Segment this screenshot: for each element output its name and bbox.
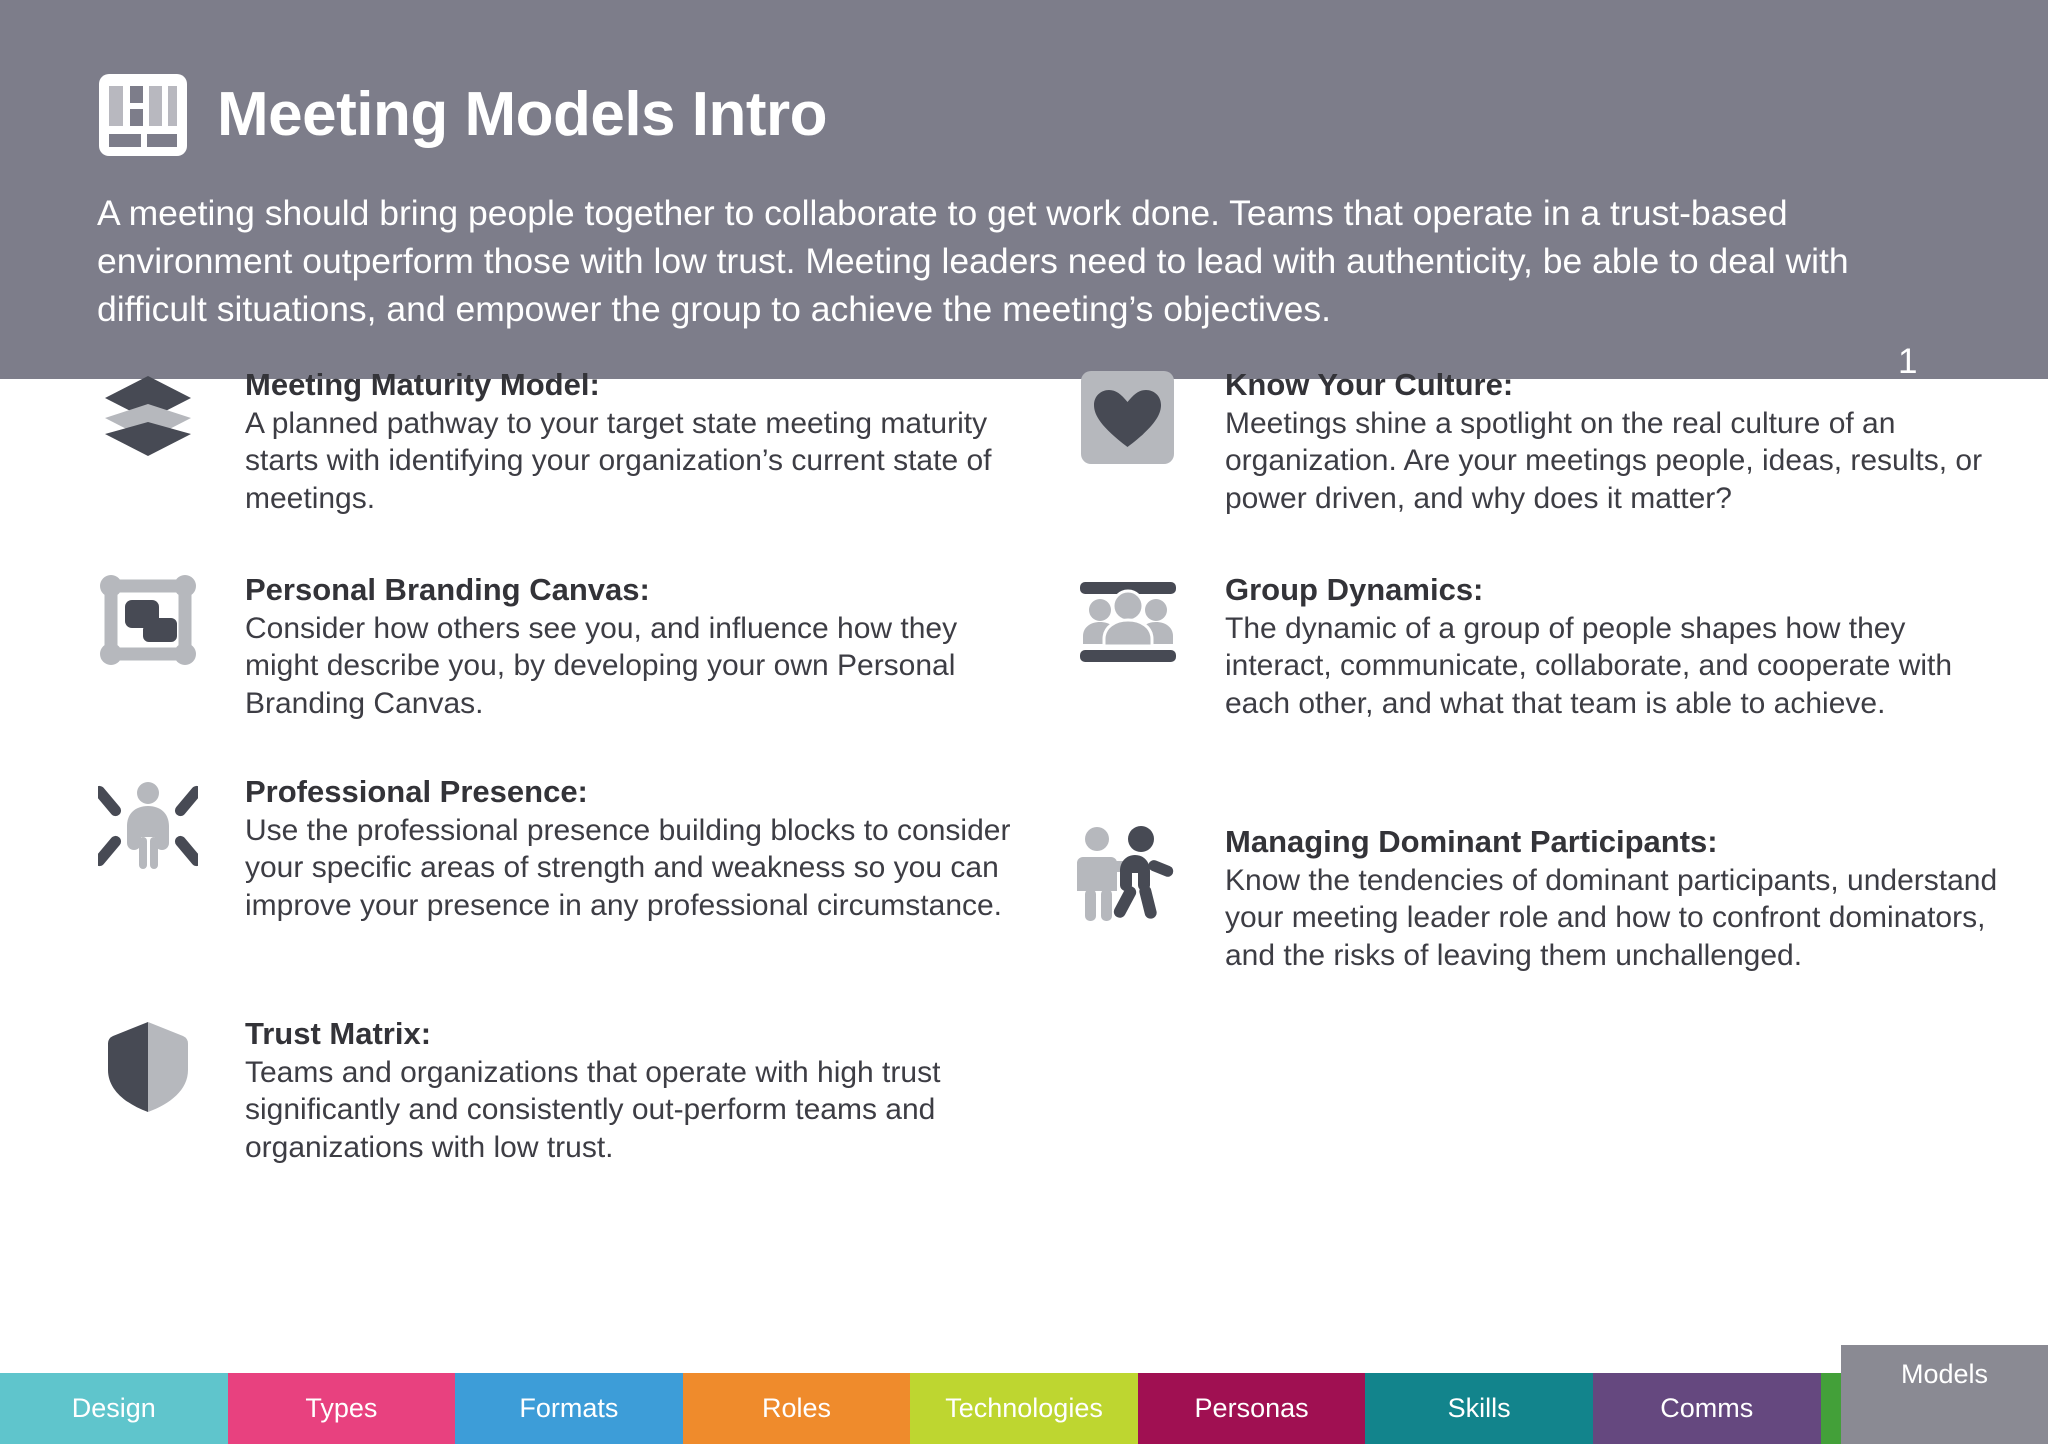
left-column xyxy=(95,367,1035,1202)
nav-tab-label: Comms xyxy=(1660,1393,1754,1423)
list-item-body: Meetings shine a spotlight on the real culture of an organization. Are your meetings people, ideas, results, or power driven, and why does it matter? xyxy=(1225,407,1983,515)
list-item xyxy=(95,365,1035,553)
list-item xyxy=(1075,365,2005,553)
header-description: A meeting should bring people together to collaborate to get work done. Teams that operate in a trust-based environment outperform those with low trust. Meeting leaders need to lead with authenticity, be able to deal with difficult situations, and empower the group to achieve the meeting’s objectives. xyxy=(97,193,1849,329)
person-radiating-icon xyxy=(95,772,200,877)
header-title-row xyxy=(97,72,827,158)
nav-tab-label: Personas xyxy=(1194,1393,1309,1423)
list-item-body: Use the professional presence building blocks to consider your specific areas of strength and weakness so you can improve your presence in any professional circumstance. xyxy=(245,814,1011,922)
shield-icon xyxy=(95,1014,200,1119)
list-item xyxy=(1075,570,2005,800)
list-item-title: Trust Matrix: xyxy=(245,1016,432,1051)
list-item-body: Teams and organizations that operate with high trust significantly and consistently out-perform teams and organizations with low trust. xyxy=(245,1056,941,1164)
list-item-body: The dynamic of a group of people shapes how they interact, communicate, collaborate, and cooperate with each other, and what that team is able to achieve. xyxy=(1225,612,1953,720)
page-number: 1 xyxy=(1898,342,1918,381)
heart-card-icon xyxy=(1075,365,1180,470)
nav-tab-roles[interactable] xyxy=(683,1373,911,1444)
list-item-body: A planned pathway to your target state meeting maturity starts with identifying your organization’s current state of meetings. xyxy=(245,407,992,515)
list-item-title: Managing Dominant Participants: xyxy=(1225,824,1718,859)
two-walking-people-icon xyxy=(1075,822,1180,927)
list-item-title: Professional Presence: xyxy=(245,774,588,809)
list-item-body: Know the tendencies of dominant participants, understand your meeting leader role and how to confront dominators, and the risks of leaving them unchallenged. xyxy=(1225,864,1998,972)
nav-tab-label: Models xyxy=(1900,1359,1989,1389)
footer-nav xyxy=(0,1359,2048,1444)
list-item-title: Meeting Maturity Model: xyxy=(245,367,600,402)
nav-tab-technologies[interactable] xyxy=(910,1373,1138,1444)
layers-icon xyxy=(95,365,200,470)
list-item-text xyxy=(1225,570,2005,800)
list-item xyxy=(95,570,1035,758)
nav-tab-label: Design xyxy=(71,1393,156,1423)
slide-header xyxy=(0,0,2048,379)
nav-tab-label: Formats xyxy=(519,1393,619,1423)
nav-tab-label: Skills xyxy=(1447,1393,1511,1423)
nav-tab-types[interactable] xyxy=(228,1373,456,1444)
list-item-title: Group Dynamics: xyxy=(1225,572,1484,607)
list-item-title: Personal Branding Canvas: xyxy=(245,572,650,607)
page-title: Meeting Models Intro xyxy=(217,80,827,149)
nav-tab-design[interactable] xyxy=(0,1373,228,1444)
nav-tab-label: Roles xyxy=(761,1393,831,1423)
list-item-text xyxy=(245,570,1035,758)
nav-tab-personas[interactable] xyxy=(1138,1373,1366,1444)
right-column xyxy=(1075,367,2005,1052)
nav-tab-models[interactable] xyxy=(1841,1345,2048,1444)
list-item-text xyxy=(245,365,1035,553)
list-item-body: Consider how others see you, and influence how they might describe you, by developing your own Personal Branding Canvas. xyxy=(245,612,958,720)
list-item xyxy=(1075,822,2005,1052)
content-area xyxy=(0,367,2048,1359)
list-item-text xyxy=(1225,365,2005,553)
nav-tab-label: Types xyxy=(305,1393,378,1423)
nav-tab-skills[interactable] xyxy=(1365,1373,1593,1444)
list-item-title: Know Your Culture: xyxy=(1225,367,1514,402)
list-item-text xyxy=(1225,822,2005,1052)
list-item-text xyxy=(245,1014,1035,1202)
grid-building-icon xyxy=(97,72,189,158)
nav-tab-label: Technologies xyxy=(945,1393,1103,1423)
list-item xyxy=(95,772,1035,1002)
list-item xyxy=(95,1014,1035,1202)
list-item-text xyxy=(245,772,1035,1002)
nav-tab-comms[interactable] xyxy=(1593,1373,1821,1444)
canvas-frame-icon xyxy=(95,570,200,675)
nav-tab-formats[interactable] xyxy=(455,1373,683,1444)
group-people-icon xyxy=(1075,570,1180,675)
